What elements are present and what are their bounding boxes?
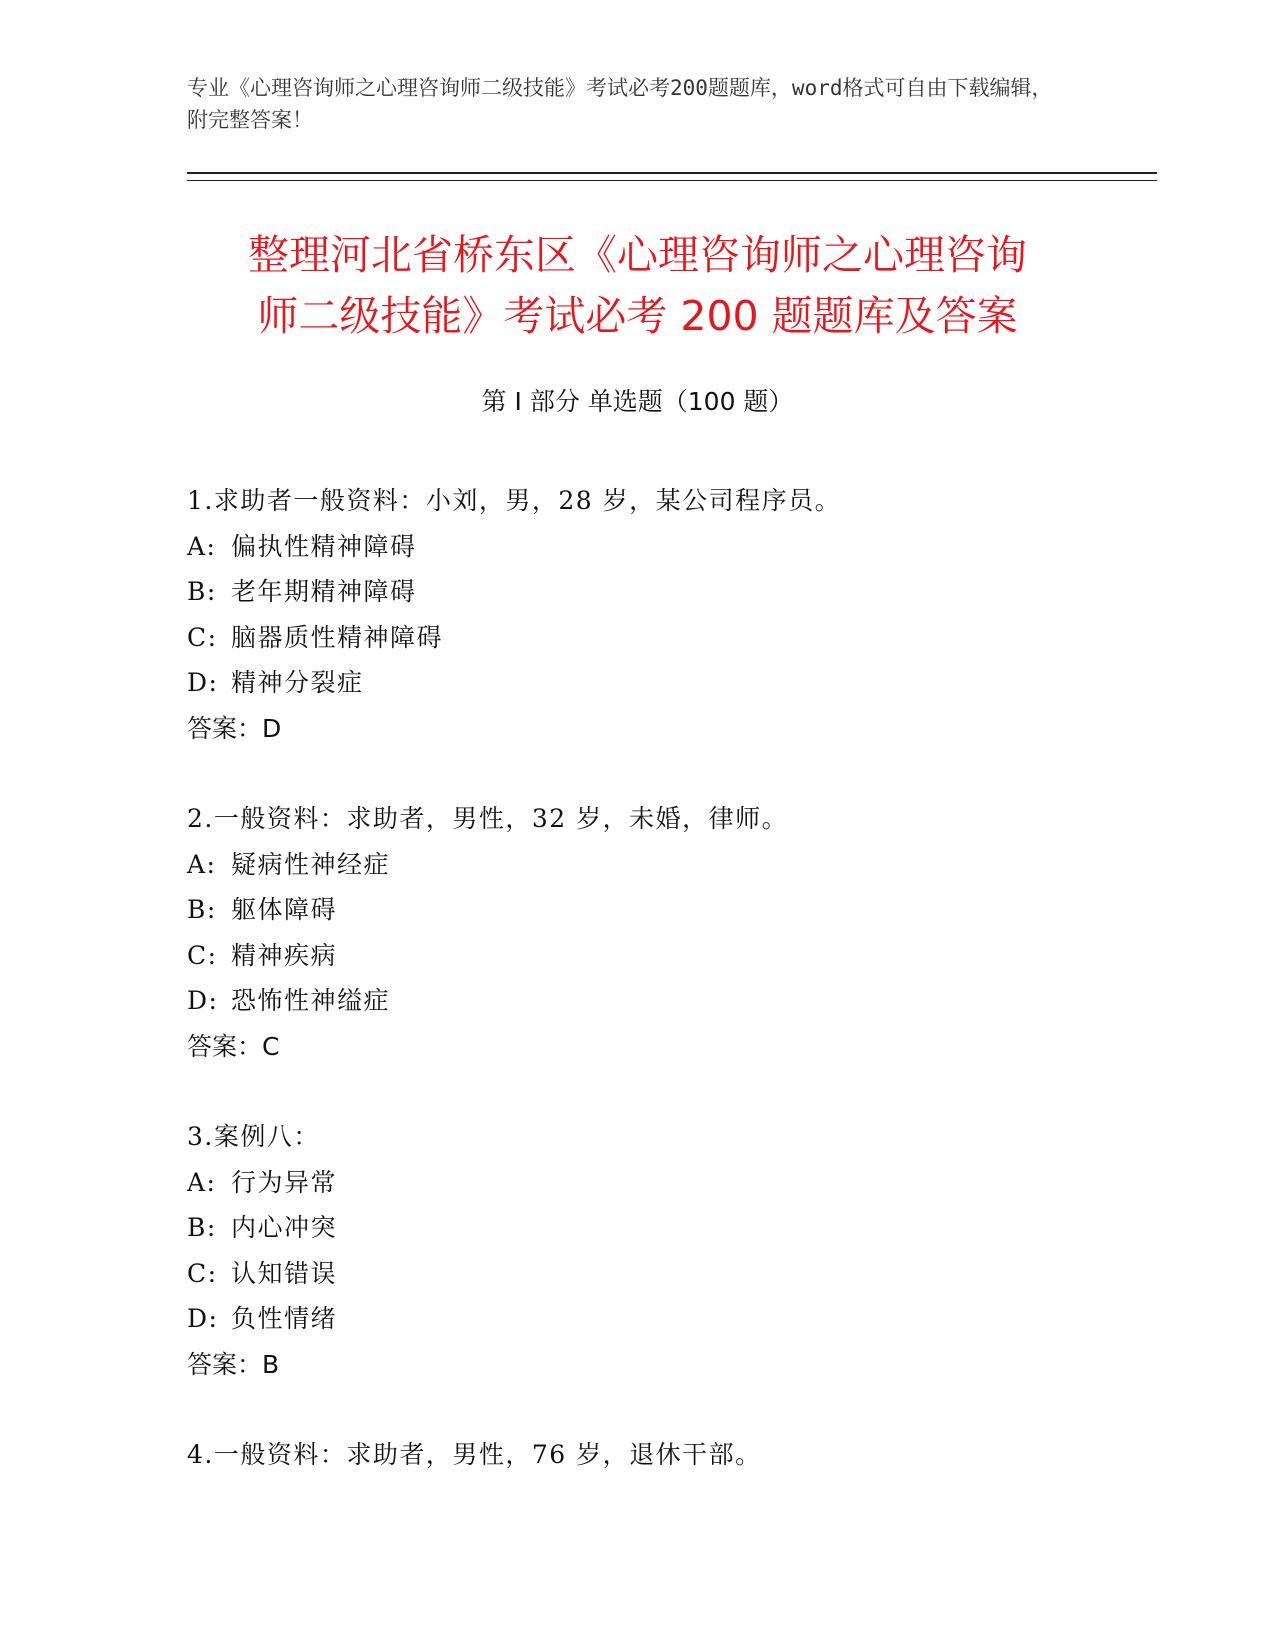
option-text: 认知错误 [231, 1258, 338, 1288]
answer-line [187, 1342, 1137, 1388]
title-line-1: 整理河北省桥东区《心理咨询师之心理咨询 [248, 231, 1027, 279]
question-3 [187, 1114, 1137, 1387]
question-stem: 4.一般资料：求助者，男性，76 岁，退休干部。 [187, 1440, 762, 1469]
option-text: 脑器质性精神障碍 [231, 622, 444, 652]
option-letter: A: [187, 1167, 217, 1197]
header-divider-thick [187, 172, 1157, 174]
title-line-2: 师二级技能》考试必考 200 题题库及答案 [257, 292, 1018, 340]
option-d [187, 978, 1137, 1024]
option-text: 内心冲突 [231, 1213, 338, 1242]
option-text: 老年期精神障碍 [231, 577, 417, 606]
option-letter: C: [187, 940, 218, 970]
option-letter: D: [187, 1304, 219, 1333]
option-b [187, 569, 1137, 615]
option-b [187, 887, 1137, 933]
question-2 [187, 796, 1137, 1069]
option-d [187, 660, 1137, 706]
section-heading: 第 I 部分 单选题（100 题） [481, 387, 794, 416]
question-4 [187, 1432, 1137, 1478]
option-letter: A: [187, 849, 217, 879]
option-a [187, 524, 1137, 570]
option-letter: A: [187, 531, 217, 561]
option-text: 行为异常 [231, 1167, 338, 1197]
option-a [187, 1160, 1137, 1206]
question-stem: 2.一般资料：求助者，男性，32 岁，未婚，律师。 [187, 804, 789, 833]
option-d [187, 1296, 1137, 1342]
option-c [187, 1251, 1137, 1297]
header-note: 专业《心理咨询师之心理咨询师二级技能》考试必考200题题库，word格式可自由下载编辑，附完整答案！ [187, 76, 1053, 132]
question-stem: 3.案例八： [187, 1122, 320, 1151]
option-text: 精神疾病 [231, 940, 338, 970]
option-text: 偏执性精神障碍 [231, 531, 417, 561]
document-title [160, 225, 1115, 347]
answer-value: C [262, 1031, 280, 1061]
option-letter: D: [187, 986, 219, 1015]
answer-label: 答案： [187, 1349, 263, 1379]
option-letter: B: [187, 1213, 217, 1242]
question-stem: 1.求助者一般资料：小刘，男，28 岁，某公司程序员。 [187, 486, 842, 515]
option-letter: D: [187, 668, 219, 697]
option-text: 负性情绪 [231, 1304, 338, 1333]
answer-label: 答案： [187, 1031, 263, 1061]
option-c [187, 933, 1137, 979]
question-list [187, 478, 1137, 1523]
option-letter: B: [187, 895, 217, 924]
option-letter: C: [187, 622, 218, 652]
answer-line [187, 706, 1137, 752]
option-c [187, 615, 1137, 661]
header-divider-thin [187, 180, 1157, 181]
option-text: 精神分裂症 [231, 668, 364, 697]
option-letter: C: [187, 1258, 218, 1288]
answer-value: B [262, 1349, 280, 1379]
answer-value: D [262, 713, 282, 743]
option-text: 恐怖性神缢症 [231, 986, 391, 1015]
answer-line [187, 1024, 1137, 1070]
option-a [187, 842, 1137, 888]
option-letter: B: [187, 577, 217, 606]
question-1 [187, 478, 1137, 751]
option-b [187, 1205, 1137, 1251]
answer-label: 答案： [187, 713, 263, 743]
option-text: 疑病性神经症 [231, 849, 391, 879]
option-text: 躯体障碍 [231, 895, 338, 924]
